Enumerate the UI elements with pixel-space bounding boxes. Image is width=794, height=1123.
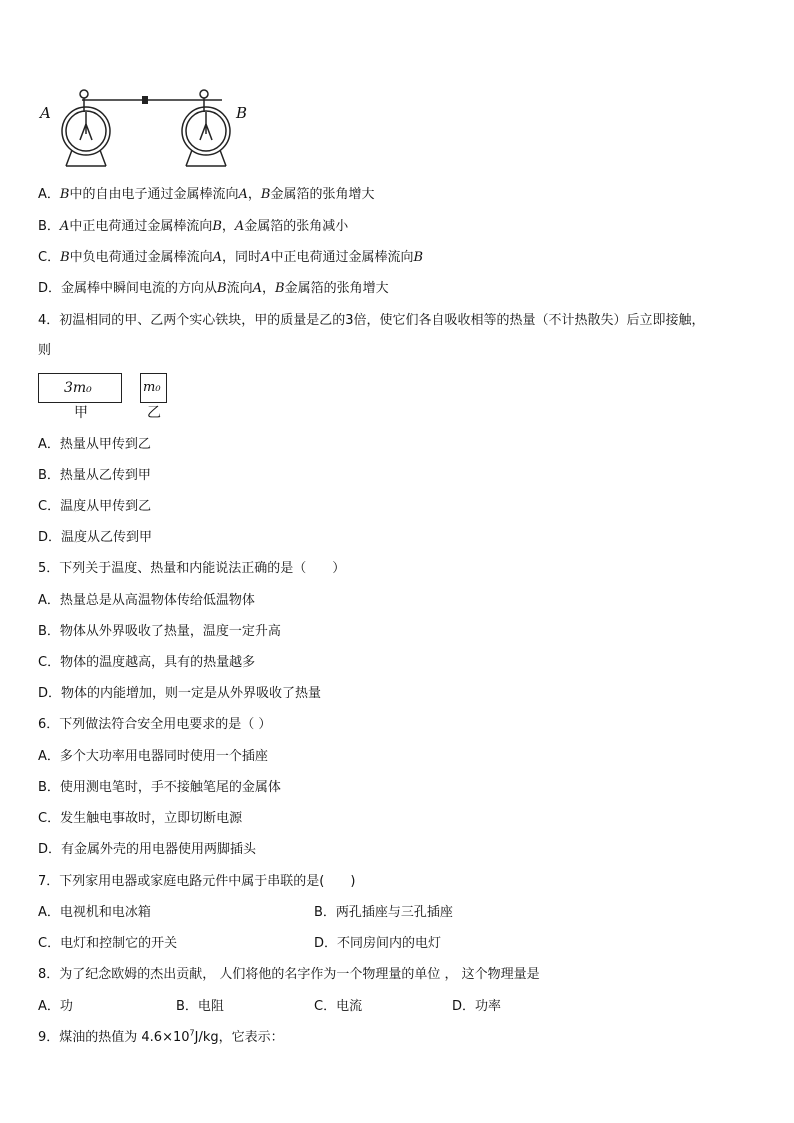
q4-option-d: D．温度从乙传到甲 — [38, 530, 153, 545]
q6-stem: 6．下列做法符合安全用电要求的是（ ） — [38, 717, 272, 732]
variable-label: A — [212, 250, 223, 265]
option-prefix: B． — [38, 219, 60, 234]
q9-stem-prefix: 9．煤油的热值为 4.6×10 — [38, 1030, 190, 1045]
option-text: 金属棒中瞬间电流的方向从 — [61, 281, 218, 296]
q5-stem: 5．下列关于温度、热量和内能说法正确的是（ ） — [38, 561, 346, 576]
option-text: 中负电荷通过金属棒流向 — [69, 250, 213, 265]
option-prefix: C． — [38, 250, 61, 265]
q4-option-c: C．温度从甲传到乙 — [38, 499, 152, 514]
block-jia-label: 3m₀ — [64, 380, 92, 396]
option-prefix: D． — [38, 281, 62, 296]
variable-label: B — [217, 281, 227, 296]
variable-label: B — [59, 187, 70, 202]
q6-option-a: A．多个大功率用电器同时使用一个插座 — [38, 749, 268, 764]
variable-label: A — [59, 219, 70, 234]
q8-option-c: C．电流 — [314, 999, 363, 1014]
q9-stem — [38, 1029, 284, 1047]
variable-label: B — [260, 187, 271, 202]
q7-option-c: C．电灯和控制它的开关 — [38, 936, 178, 951]
option-text: 中正电荷通过金属棒流向 — [270, 250, 414, 265]
q3-option-a — [38, 186, 374, 204]
q7-option-d: D．不同房间内的电灯 — [314, 936, 442, 951]
block-jia-caption: 甲 — [74, 405, 88, 421]
option-text: 中的自由电子通过金属棒流向 — [69, 187, 239, 202]
q6-option-c: C．发生触电事故时，立即切断电源 — [38, 811, 243, 826]
option-text: ，同时 — [222, 250, 262, 265]
q7-stem: 7．下列家用电器或家庭电路元件中属于串联的是( ) — [38, 874, 356, 889]
q5-option-d: D．物体的内能增加，则一定是从外界吸收了热量 — [38, 686, 322, 701]
option-text: ， — [262, 281, 276, 296]
q5-option-a: A．热量总是从高温物体传给低温物体 — [38, 593, 255, 608]
electroscope-figure — [36, 84, 266, 174]
variable-label: A — [261, 250, 271, 265]
variable-label: B — [212, 219, 222, 234]
variable-label: A — [234, 219, 245, 234]
q8-option-b: B．电阻 — [176, 999, 224, 1014]
q8-option-a: A．功 — [38, 999, 73, 1014]
q9-exponent: 7 — [189, 1028, 195, 1038]
option-text: 金属箔的张角增大 — [270, 187, 375, 202]
q6-option-d: D．有金属外壳的用电器使用两脚插头 — [38, 842, 257, 857]
variable-label: B — [60, 250, 70, 265]
option-text: 金属箔的张角增大 — [284, 281, 389, 296]
electroscope-label-a: A — [40, 104, 51, 122]
q4-option-b: B．热量从乙传到甲 — [38, 468, 151, 483]
option-text: 中正电荷通过金属棒流向 — [69, 219, 213, 234]
q8-stem: 8．为了纪念欧姆的杰出贡献， 人们将他的名字作为一个物理量的单位 ， 这个物理量是 — [38, 967, 540, 982]
q8-option-d: D．功率 — [452, 999, 502, 1014]
q4-stem-continued: 则 — [38, 343, 52, 358]
block-yi-label: m₀ — [143, 380, 161, 395]
option-prefix: A． — [38, 187, 60, 202]
variable-label: A — [238, 187, 248, 202]
option-text: ， — [247, 187, 261, 202]
variable-label: A — [252, 281, 262, 296]
option-text: ， — [221, 219, 235, 234]
block-yi-caption: 乙 — [147, 405, 161, 421]
q4-stem: 4．初温相同的甲、乙两个实心铁块，甲的质量是乙的3倍，使它们各自吸收相等的热量（不计热散失）后立即接触， — [38, 313, 705, 328]
variable-label: B — [413, 250, 424, 265]
q4-option-a: A．热量从甲传到乙 — [38, 437, 151, 452]
q9-stem-suffix: J/kg，它表示： — [194, 1030, 284, 1045]
q3-option-c — [38, 249, 423, 267]
option-text: 流向 — [226, 281, 253, 296]
electroscope-label-b: B — [236, 104, 248, 122]
q3-option-d — [38, 280, 389, 298]
q3-option-b — [38, 218, 348, 236]
option-text: 金属箔的张角减小 — [244, 219, 349, 234]
q7-option-a: A．电视机和电冰箱 — [38, 905, 151, 920]
q7-option-b: B．两孔插座与三孔插座 — [314, 905, 453, 920]
q5-option-b: B．物体从外界吸收了热量，温度一定升高 — [38, 624, 281, 639]
variable-label: B — [275, 281, 285, 296]
q6-option-b: B．使用测电笔时，手不接触笔尾的金属体 — [38, 780, 281, 795]
q5-option-c: C．物体的温度越高，具有的热量越多 — [38, 655, 256, 670]
